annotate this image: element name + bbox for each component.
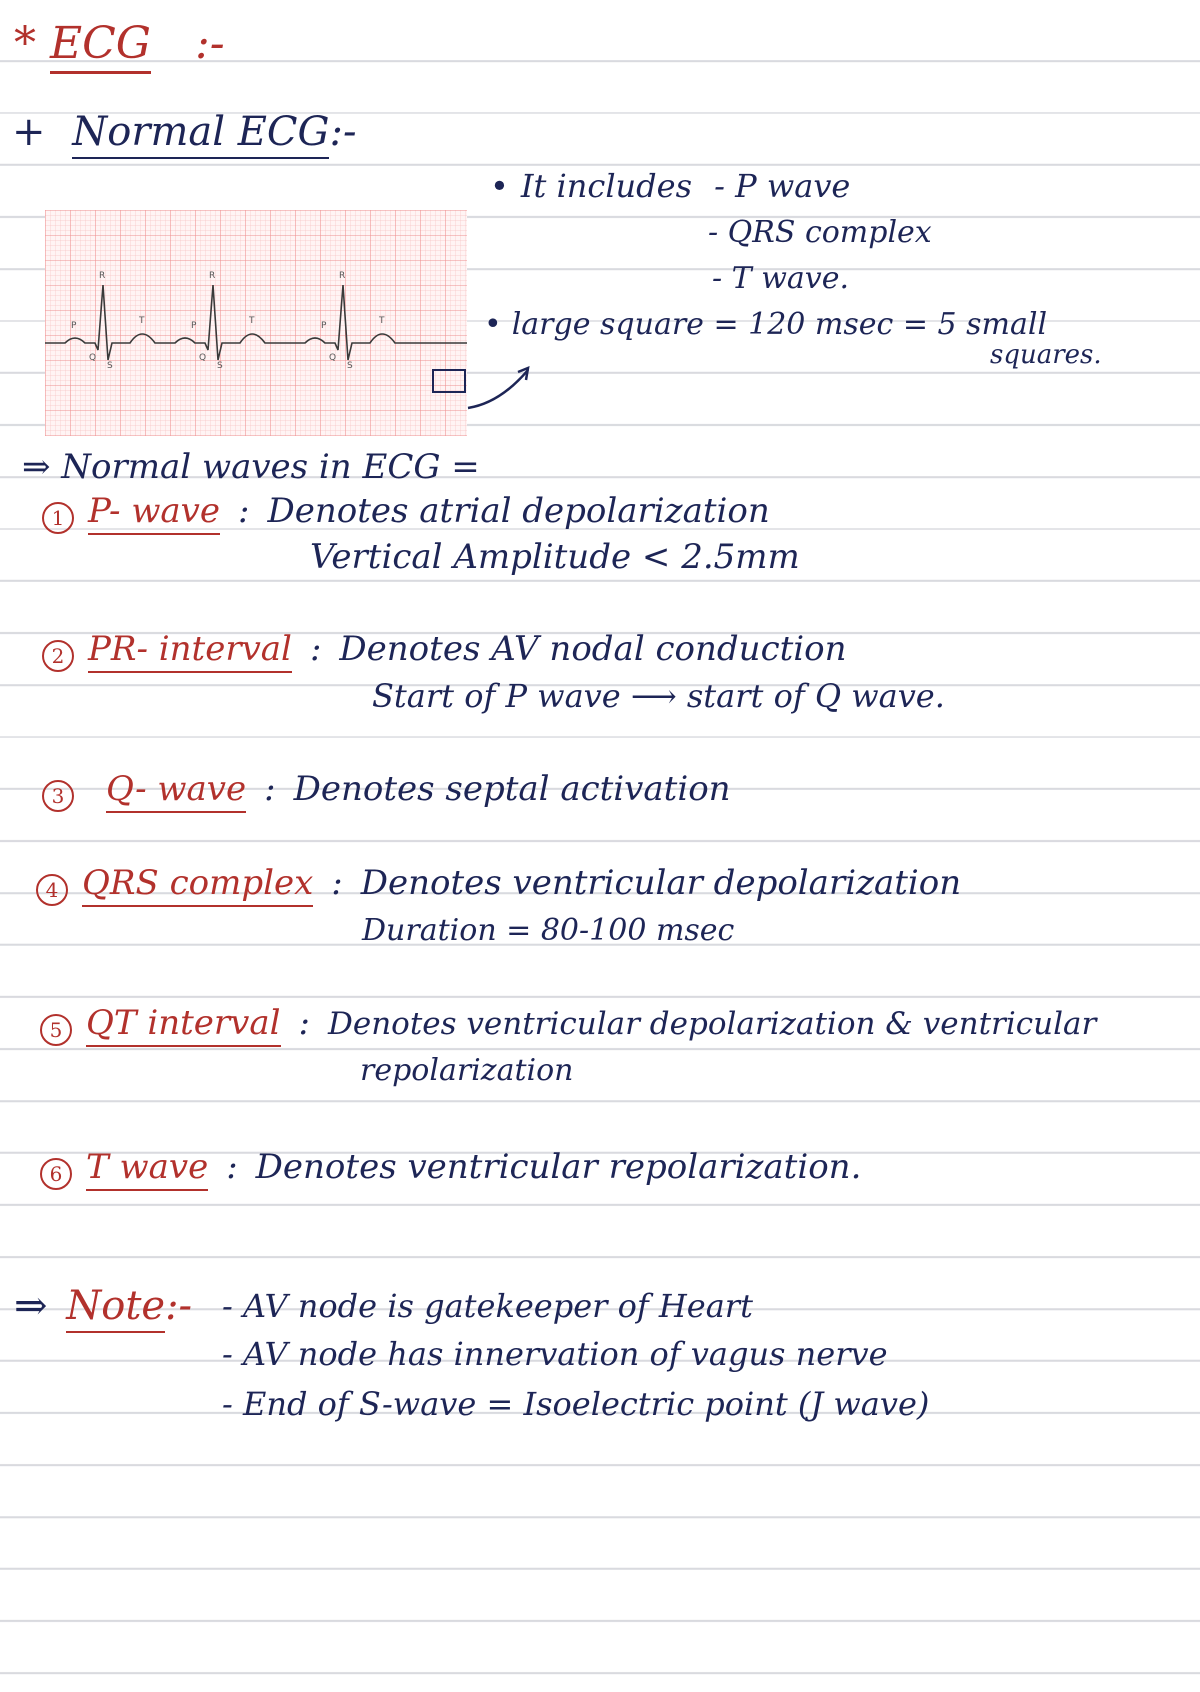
s-label-2: S <box>217 361 223 371</box>
wave-4-detail: Duration = 80-100 msec <box>362 913 735 948</box>
title-text: ECG <box>50 18 151 74</box>
p-label-1: P <box>71 321 77 331</box>
wave-sep: : <box>331 863 343 903</box>
wave-5-detail: repolarization <box>360 1053 574 1088</box>
wave-sep: : <box>226 1147 238 1187</box>
wave-desc: Denotes AV nodal conduction <box>339 629 847 669</box>
wave-item-3 <box>42 769 731 812</box>
large-square-text-cont: squares. <box>990 340 1102 370</box>
includes-item-1: - P wave <box>714 167 851 205</box>
wave-sep: : <box>238 491 250 531</box>
wave-number: 4 <box>36 874 68 906</box>
wave-name: PR- interval <box>88 629 292 673</box>
note-label: Note <box>66 1283 165 1333</box>
s-label-3: S <box>347 361 353 371</box>
wave-item-5 <box>40 1003 1097 1046</box>
p-label-2: P <box>191 321 197 331</box>
wave-item-2 <box>42 629 847 672</box>
ecg-strip-figure <box>45 210 467 436</box>
plus-mark: + <box>12 109 46 155</box>
t-label-3: T <box>379 316 385 326</box>
wave-2-detail: Start of P wave ⟶ start of Q wave. <box>372 677 945 715</box>
q-label-1: Q <box>89 353 97 363</box>
large-square-bullet: • <box>484 307 502 342</box>
pointer-arrow <box>460 358 580 418</box>
section-heading-suffix: :- <box>329 109 357 155</box>
note-heading <box>14 1283 193 1329</box>
t-label-2: T <box>249 316 255 326</box>
wave-number: 2 <box>42 640 74 672</box>
includes-bullet: • <box>490 167 509 205</box>
q-label-2: Q <box>199 353 207 363</box>
wave-number: 5 <box>40 1014 72 1046</box>
wave-number: 3 <box>42 780 74 812</box>
p-label-3: P <box>321 321 327 331</box>
includes-item-2: - QRS complex <box>708 215 932 250</box>
waves-heading: ⇒ Normal waves in ECG = <box>22 447 480 487</box>
note-item-2: - AV node has innervation of vagus nerve <box>222 1335 888 1373</box>
r-label-3: R <box>339 271 346 281</box>
title-suffix: :- <box>194 18 225 69</box>
r-label-1: R <box>99 271 106 281</box>
wave-sep: : <box>309 629 322 669</box>
note-arrow: ⇒ <box>14 1283 48 1329</box>
wave-item-1 <box>42 491 770 534</box>
wave-number: 6 <box>40 1158 72 1190</box>
wave-name: QT interval <box>86 1003 281 1047</box>
includes-item-3: - T wave. <box>712 261 850 296</box>
wave-name: Q- wave <box>106 769 246 813</box>
wave-1-detail: Vertical Amplitude < 2.5mm <box>310 537 800 577</box>
wave-item-6 <box>40 1147 862 1190</box>
section-heading-text: Normal ECG <box>72 109 329 159</box>
ecg-grid <box>45 210 467 436</box>
wave-desc: Denotes ventricular depolarization & ventricular <box>328 1006 1097 1042</box>
wave-number: 1 <box>42 502 74 534</box>
note-item-3: - End of S-wave = Isoelectric point (J wave) <box>222 1385 930 1423</box>
wave-desc: Denotes atrial depolarization <box>267 491 770 531</box>
includes-intro: It includes <box>520 167 692 205</box>
wave-desc: Denotes ventricular depolarization <box>360 863 962 903</box>
wave-desc: Denotes ventricular repolarization. <box>255 1147 862 1187</box>
t-label-1: T <box>139 316 145 326</box>
note-item-1: - AV node is gatekeeper of Heart <box>222 1287 753 1325</box>
section-heading <box>12 109 357 155</box>
wave-name: P- wave <box>88 491 220 535</box>
wave-sep: : <box>264 769 276 809</box>
q-label-3: Q <box>329 353 337 363</box>
wave-sep: : <box>298 1003 310 1043</box>
note-suffix: :- <box>165 1283 193 1329</box>
wave-name: QRS complex <box>82 863 313 907</box>
large-square-text: large square = 120 msec = 5 small <box>511 307 1048 342</box>
wave-item-4 <box>36 863 962 906</box>
large-square-line <box>484 307 1048 342</box>
wave-desc: Denotes septal activation <box>293 769 731 809</box>
includes-line <box>490 167 851 205</box>
wave-name: T wave <box>86 1147 208 1191</box>
r-label-2: R <box>209 271 216 281</box>
star-mark: * <box>14 18 36 69</box>
page-title <box>14 18 225 69</box>
s-label-1: S <box>107 361 113 371</box>
